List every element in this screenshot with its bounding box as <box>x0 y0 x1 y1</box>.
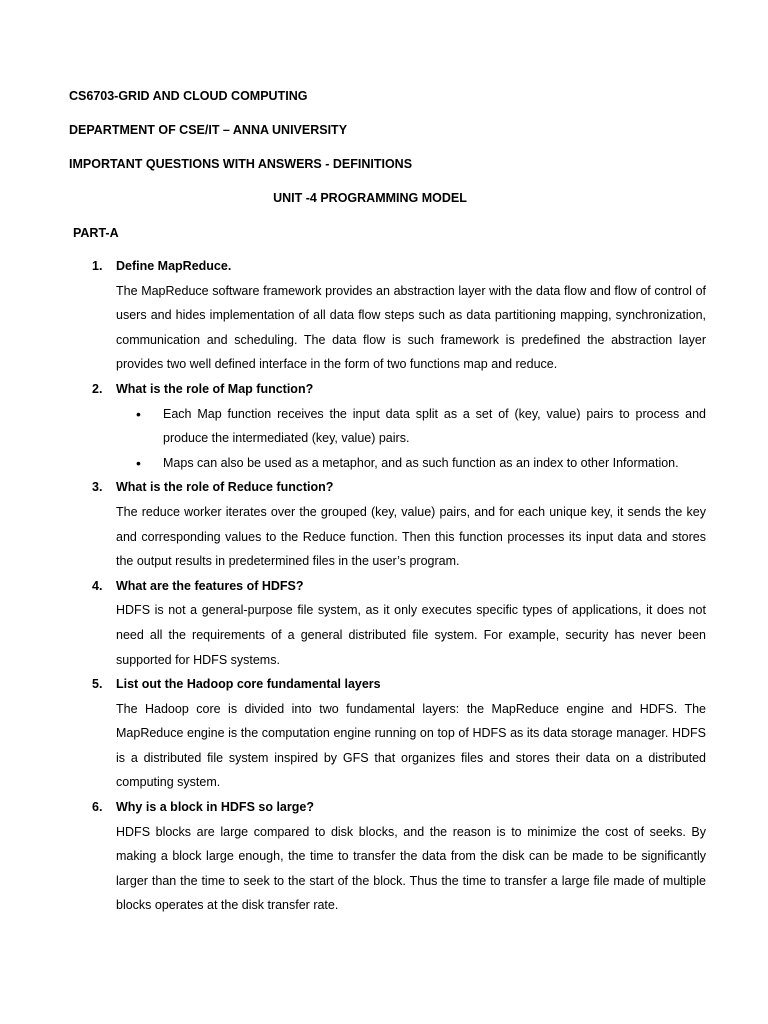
question-item <box>116 574 706 672</box>
answer-bullet-list <box>116 402 706 476</box>
question-list <box>0 254 706 918</box>
answer-text: HDFS blocks are large compared to disk blocks, and the reason is to minimize the cost of seeks. By making a block large enough, the time to transfer the data from the disk can be made to be significantly larger than the time to seek to the start of the block. Thus the time to transfer a large file made of multiple blocks operates at the disk transfer rate. <box>116 824 706 913</box>
answer-text: HDFS is not a general-purpose file system, as it only executes specific types of applications, it does not need all the requirements of a general distributed file system. For example, security has never been supported for HDFS systems. <box>116 603 706 667</box>
question-title: Define MapReduce. <box>116 259 232 273</box>
question-item <box>116 254 706 377</box>
question-title: What is the role of Map function? <box>116 381 314 396</box>
unit-heading: UNIT -4 PROGRAMMING MODEL <box>273 191 467 205</box>
document-subtitle: IMPORTANT QUESTIONS WITH ANSWERS - DEFINITIONS <box>69 157 413 171</box>
question-title: What is the role of Reduce function? <box>116 480 334 495</box>
answer-bullet: • Each Map function receives the input data split as a set of (key, value) pairs to process and produce the intermediated (key, value) pairs. <box>163 402 706 451</box>
answer-text: The Hadoop core is divided into two fundamental layers: the MapReduce engine and HDFS. The MapReduce engine is the computation engine running on top of HDFS as its data storage manager. HDFS is a distributed file system inspired by GFS that organizes files and stores their data on a distributed computing system. <box>116 701 706 790</box>
question-item <box>116 377 706 475</box>
course-title: CS6703-GRID AND CLOUD COMPUTING <box>69 89 308 103</box>
department-heading: DEPARTMENT OF CSE/IT – ANNA UNIVERSITY <box>69 123 348 137</box>
question-title: List out the Hadoop core fundamental layers <box>116 677 381 692</box>
question-item <box>116 475 706 573</box>
question-title: What are the features of HDFS? <box>116 578 304 593</box>
question-title: Why is a block in HDFS so large? <box>116 800 314 815</box>
question-item <box>116 672 706 795</box>
answer-text: The reduce worker iterates over the grouped (key, value) pairs, and for each unique key, it sends the key and corresponding values to the Reduce function. Then this function processes its input data and stores the output results in predetermined files in the user’s program. <box>116 504 706 569</box>
answer-text: The MapReduce software framework provides an abstraction layer with the data flow and flow of control of users and hides implementation of all data flow steps such as data partitioning mapping, synchronization, communication and scheduling. The data flow is such framework is predefined the abstraction layer provides two well defined interface in the form of two functions map and reduce. <box>116 283 706 372</box>
question-item <box>116 795 706 918</box>
answer-bullet: • Maps can also be used as a metaphor, and as such function as an index to other Information. <box>163 451 706 476</box>
part-heading: PART-A <box>73 226 119 240</box>
